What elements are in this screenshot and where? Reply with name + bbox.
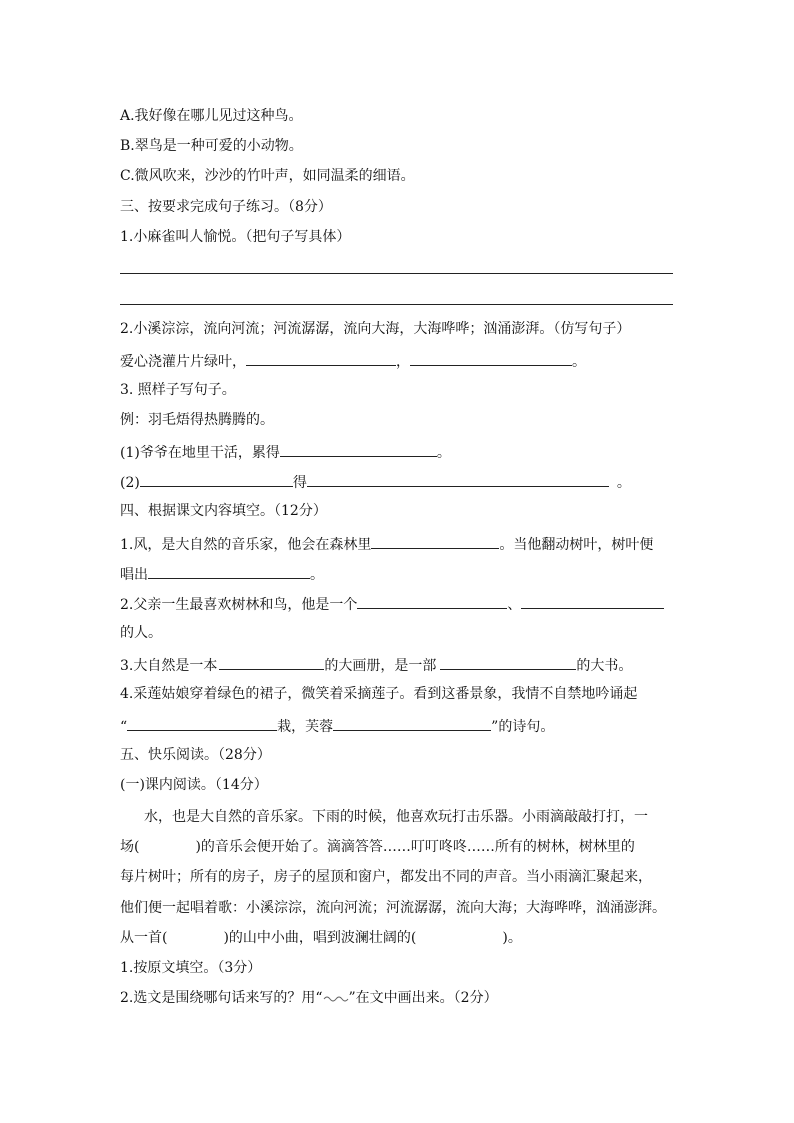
q3-item2-mid: 得 xyxy=(292,475,307,491)
section3-q2-fill xyxy=(120,350,586,372)
section3-heading: 三、按要求完成句子练习。（8分） xyxy=(120,199,332,215)
s4q4-b: “ xyxy=(120,719,128,735)
section4-q1-line1 xyxy=(120,533,653,555)
q3-item2-blank-1[interactable] xyxy=(140,471,293,487)
p2-a: 场( xyxy=(120,839,140,855)
section4-heading: 四、根据课文内容填空。（12分） xyxy=(120,503,327,519)
q3-item2-end: 。 xyxy=(616,475,631,491)
s4q1-blank-1[interactable] xyxy=(371,533,499,549)
s5q2-a: 2.选文是围绕哪句话来写的？用“ xyxy=(120,990,323,1006)
s4q3-b: 的大画册，是一部 xyxy=(324,658,437,674)
section3-q3: 3. 照样子写句子。 xyxy=(120,382,236,398)
s4q4-c: 栽，芙蓉 xyxy=(277,719,334,735)
q2-prefix: 爱心浇灌片片绿叶， xyxy=(120,354,246,370)
s4q2-a: 2.父亲一生最喜欢树林和鸟，他是一个 xyxy=(120,597,358,613)
p5-c: )。 xyxy=(502,930,522,946)
s4q4-blank-1[interactable] xyxy=(127,715,277,731)
option-b: B.翠鸟是一种可爱的小动物。 xyxy=(120,138,303,154)
answer-line-1[interactable] xyxy=(120,273,673,274)
section5-q2 xyxy=(120,988,498,1008)
passage-line-4: 他们便一起唱着歌：小溪淙淙，流向河流；河流潺潺，流向大海；大海哗哗，汹涌澎湃。 xyxy=(120,900,666,916)
section4-q2-line2: 的人。 xyxy=(120,625,162,641)
section5-heading: 五、快乐阅读。（28分） xyxy=(120,747,271,763)
q3-item1-blank[interactable] xyxy=(280,441,437,457)
s5q2-b: ”在文中画出来。（2分） xyxy=(348,990,498,1006)
passage-line-1: 水，也是大自然的音乐家。下雨的时候，他喜欢玩打击乐器。小雨滴敲敲打打，一 xyxy=(144,809,648,825)
section4-q4-line2 xyxy=(120,715,554,737)
s4q2-blank-2[interactable] xyxy=(521,593,664,609)
q3-item1-prefix: (1)爷爷在地里干活，累得 xyxy=(120,445,280,461)
q2-blank-1[interactable] xyxy=(246,350,396,366)
q2-comma: ， xyxy=(396,354,410,370)
s4q1-a: 1.风，是大自然的音乐家，他会在森林里 xyxy=(120,537,372,553)
answer-line-2[interactable] xyxy=(120,304,673,305)
s4q3-blank-2[interactable] xyxy=(440,654,576,670)
option-c: C.微风吹来，沙沙的竹叶声，如同温柔的细语。 xyxy=(120,168,415,184)
q3-item2-prefix: (2) xyxy=(120,475,140,491)
s4q1-b: 。当他翻动树叶，树叶便 xyxy=(499,537,654,553)
section4-q2-line1 xyxy=(120,593,664,615)
section5-q1: 1.按原文填空。（3分） xyxy=(120,960,262,976)
q3-item2-blank-2[interactable] xyxy=(307,471,609,487)
section5-sub1: (一)课内阅读。（14分） xyxy=(120,777,268,793)
p2-b: )的音乐会便开始了。滴滴答答……叮叮咚咚……所有的树林，树林里的 xyxy=(195,839,635,855)
section4-q4-line1: 4.采莲姑娘穿着绿色的裙子，微笑着采摘莲子。看到这番景象，我情不自禁地吟诵起 xyxy=(120,686,638,702)
section3-q2: 2.小溪淙淙，流向河流；河流潺潺，流向大海，大海哗哗；汹涌澎湃。（仿写句子） xyxy=(120,321,631,337)
s4q1-d: 。 xyxy=(310,567,324,583)
s4q1-c: 唱出 xyxy=(120,567,148,583)
wavy-underline-icon xyxy=(323,992,349,1002)
s4q2-b: 、 xyxy=(507,597,522,613)
passage-line-3: 每片树叶；所有的房子，房子的屋顶和窗户，都发出不同的声音。当小雨滴汇聚起来， xyxy=(120,869,652,885)
q2-end: 。 xyxy=(572,354,586,370)
s4q3-c: 的大书。 xyxy=(576,658,633,674)
section3-q3-example: 例：羽毛焐得热腾腾的。 xyxy=(120,412,274,428)
s4q1-blank-2[interactable] xyxy=(148,563,310,579)
section3-q3-item2 xyxy=(120,471,631,493)
option-a: A.我好像在哪儿见过这种鸟。 xyxy=(120,108,303,124)
p5-b: )的山中小曲，唱到波澜壮阔的( xyxy=(223,930,417,946)
s4q4-blank-2[interactable] xyxy=(333,715,491,731)
section4-q1-line2 xyxy=(120,563,324,585)
section4-q3 xyxy=(120,654,632,676)
p5-a: 从一首( xyxy=(120,930,168,946)
s4q3-blank-1[interactable] xyxy=(219,654,324,670)
s4q2-blank-1[interactable] xyxy=(357,593,507,609)
s4q3-a: 3.大自然是一本 xyxy=(120,658,218,674)
section3-q1: 1.小麻雀叫人愉悦。（把句子写具体） xyxy=(120,229,351,245)
q3-item1-end: 。 xyxy=(436,445,451,461)
passage-line-2 xyxy=(120,837,635,857)
passage-line-5 xyxy=(120,928,522,948)
section3-q3-item1 xyxy=(120,441,451,463)
q2-blank-2[interactable] xyxy=(410,350,572,366)
s4q4-d: ”的诗句。 xyxy=(491,719,555,735)
